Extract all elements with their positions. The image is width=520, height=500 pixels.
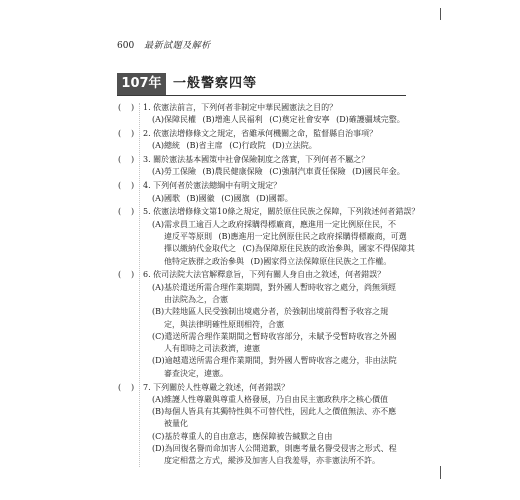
answer-blank-open: (: [118, 207, 122, 217]
option-continuation: 人有即時之司法救濟，違憲: [164, 344, 260, 354]
option-continuation: 違反平等原則 (B)應進用一定比例原住民之政府採購得標廠商，可選: [164, 231, 407, 241]
crop-mark-top-right: [440, 8, 441, 20]
option-continuation: 度定相當之方式，縱涉及加害人自我羞辱，亦非憲法所不許。: [164, 456, 380, 466]
option-line: (B)大陸地區人民受強制出境處分者，於強制出境前得暫予收容之規: [152, 307, 389, 317]
question-stem: 3. 關於憲法基本國策中社會保險制度之落實，下列何者不屬之？: [143, 155, 370, 165]
option-line: (C)基於尊重人的自由意志，應保障被告緘默之自由: [152, 431, 333, 441]
answer-blank-close: ): [131, 207, 135, 217]
option-continuation: 定，與法律明確性原則相符，合憲: [164, 319, 284, 329]
question-2: [117, 128, 412, 153]
question-stem: 1. 依憲法前言，下列何者非制定中華民國憲法之目的？: [143, 103, 338, 112]
option-continuation: 他特定族群之政治參與 (D)國家得立法保障原住民族之工作權。: [164, 256, 392, 266]
exam-name: 一般警察四等: [173, 76, 258, 91]
option-continuation: 被量化: [164, 419, 188, 429]
question-stem: 7. 下列關於人性尊嚴之敘述，何者錯誤？: [143, 382, 290, 392]
question-7: [117, 382, 412, 468]
answer-blank-close: ): [131, 270, 135, 280]
option-line: (D)逾越遣送所需合理作業期間，對外國人暫時收容之處分，非由法院: [152, 356, 397, 366]
option-line: (A)保障民權 (B)增進人民福利 (C)奠定社會安寧 (D)確護疆域完整。: [152, 115, 405, 125]
question-5: [117, 206, 420, 267]
exam-year: 107年: [117, 73, 166, 95]
option-line: (A)需求員工逾百人之政府採購得標廠商，應進用一定比例原住民，不: [152, 219, 397, 229]
question-6: [117, 269, 412, 380]
answer-blank-close: ): [131, 129, 135, 139]
crop-mark-bottom-right: [440, 466, 441, 479]
option-line: (A)勞工保險 (B)農民健康保險 (C)強制汽車責任保險 (D)國民年金。: [152, 167, 405, 177]
question-stem: 5. 依憲法增修條文第10條之規定，關於原住民族之保障，下列敘述何者錯誤？: [143, 207, 420, 217]
option-line: (B)每個人皆具有其獨特性與不可替代性，因此人之價值無法、亦不應: [152, 407, 397, 417]
option-continuation: 審查決定，違憲。: [164, 368, 228, 378]
question-3: [117, 154, 412, 179]
page-number: 600: [117, 41, 135, 51]
answer-blank-open: (: [118, 270, 122, 280]
option-line: (A)總統 (B)省主席 (C)行政院 (D)立法院。: [152, 141, 317, 151]
option-line: (C)遣送所需合理作業期間之暫時收容部分，未賦予受暫時收容之外國: [152, 331, 397, 341]
answer-blank-close: ): [131, 103, 135, 112]
answer-blank-close: ): [131, 181, 135, 191]
question-1: [117, 102, 412, 127]
option-line: (A)基於遣送所需合理作業期間，對外國人暫時收容之處分，尚無須經: [152, 282, 397, 292]
answer-blank-open: (: [118, 129, 122, 139]
question-stem: 2. 依憲法增修條文之規定，省雖承何機關之命，監督縣自治事項？: [143, 129, 378, 139]
option-continuation: 擇以繳納代金取代之 (C)為保障原住民族的政治參與，國家不得保障其: [164, 244, 415, 254]
option-continuation: 由法院為之，合憲: [164, 294, 228, 304]
option-line: (D)為回復名譽而命加害人公開道歉，則應考量名譽受侵害之形式、程: [152, 444, 397, 454]
question-list: [117, 102, 420, 469]
question-stem: 4. 下列何者於憲法總綱中有明文規定？: [143, 181, 282, 191]
running-header: [117, 40, 211, 52]
option-line: (A)國歌 (B)國徽 (C)國旗 (D)國都。: [152, 193, 293, 203]
book-title: 最新試題及解析: [144, 41, 211, 51]
answer-blank-close: ): [131, 382, 135, 392]
answer-blank-close: ): [131, 155, 135, 165]
answer-blank-open: (: [118, 155, 122, 165]
question-stem: 6. 依司法院大法官解釋意旨，下列有關人身自由之敘述，何者錯誤？: [143, 270, 386, 280]
question-4: [117, 180, 412, 205]
answer-blank-open: (: [118, 181, 122, 191]
answer-blank-open: (: [118, 103, 122, 112]
section-banner: [117, 73, 406, 96]
answer-blank-open: (: [118, 382, 122, 392]
option-line: (A)維護人性尊嚴與尊重人格發展，乃自由民主憲政秩序之核心價值: [152, 394, 389, 404]
